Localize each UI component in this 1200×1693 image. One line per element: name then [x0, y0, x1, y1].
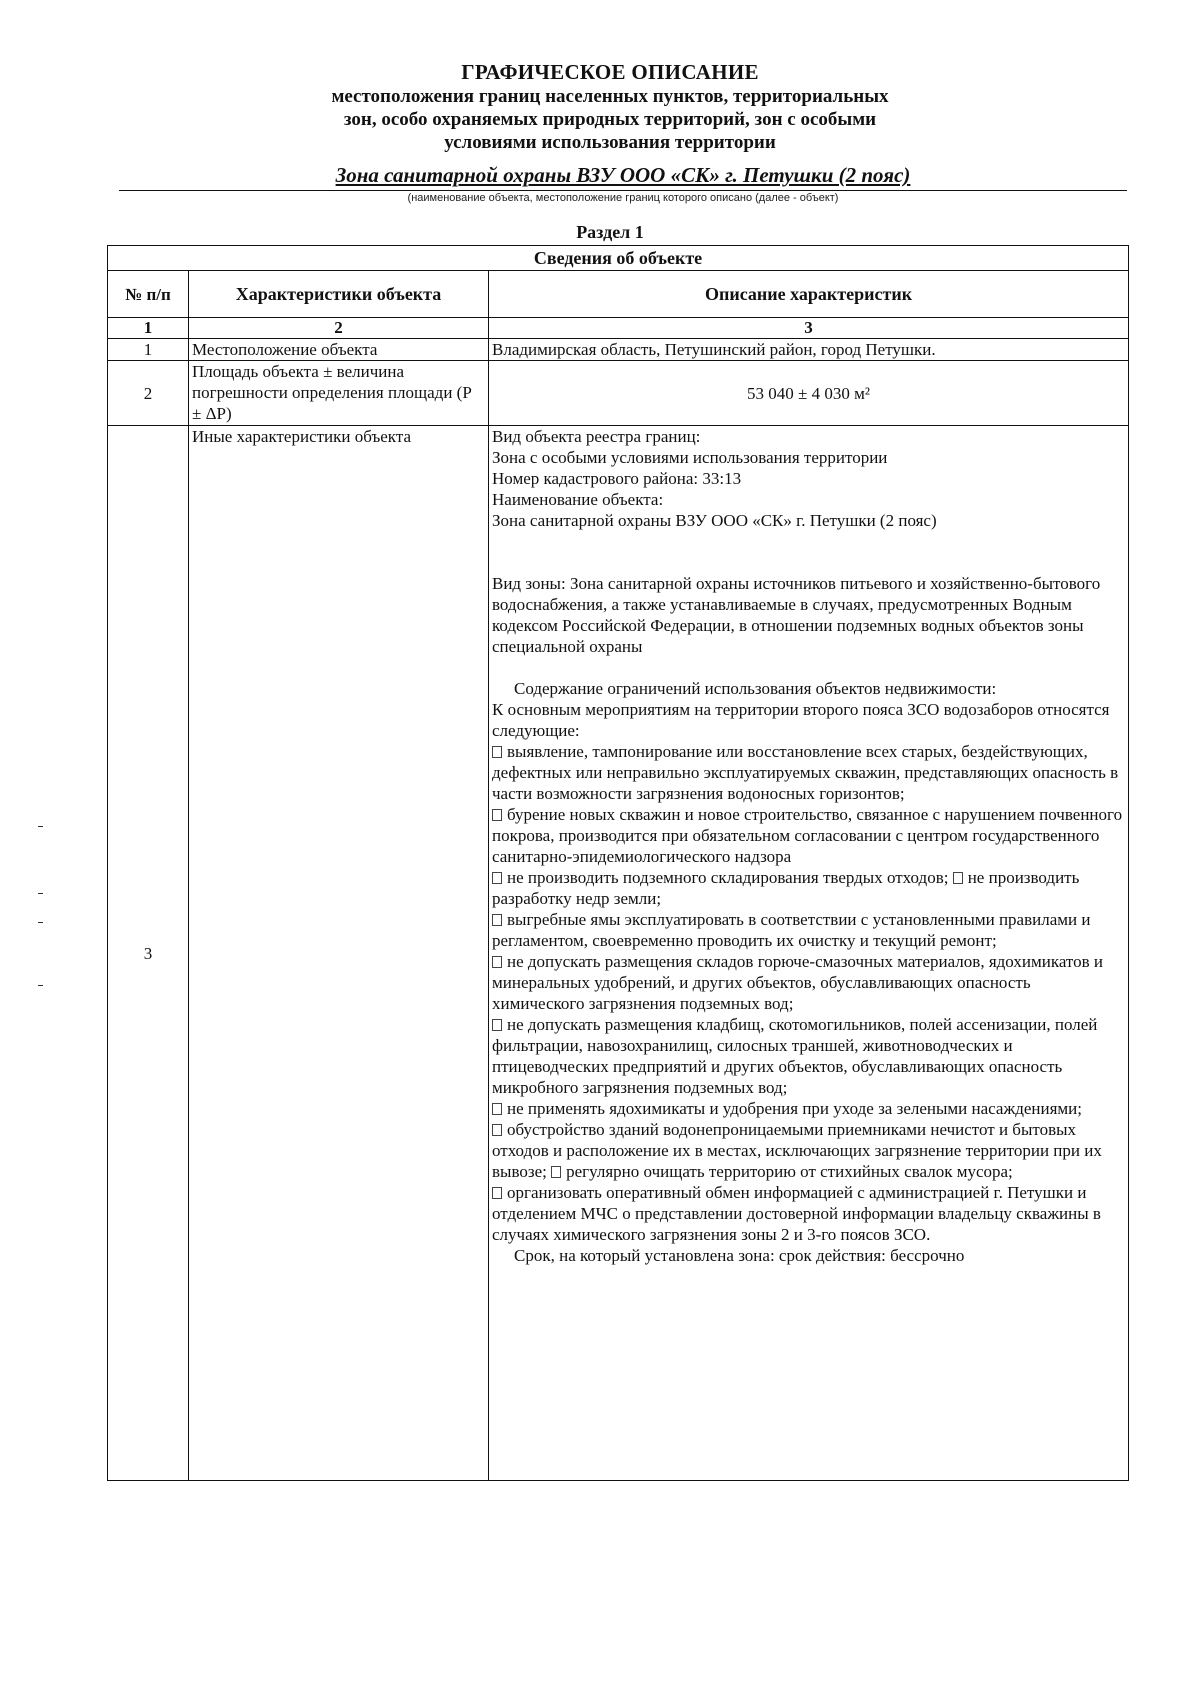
zone-type: Вид зоны: Зона санитарной охраны источников питьевого и хозяйственно-бытового водоснабжения, а также устанавливаемые в случаях, предусмотренных Водным кодексом Российской Федерации, в отношении подземных водных объектов зоны специальной охраны [492, 574, 1101, 656]
scan-margin-mark [38, 893, 43, 894]
row-3-value [489, 426, 1129, 1481]
object-name: Зона санитарной охраны ВЗУ ООО «СК» г. Петушки (2 пояс) [335, 163, 911, 187]
cadastral-number: Номер кадастрового района: 33:13 [492, 469, 742, 488]
restrictions-title: Содержание ограничений использования объектов недвижимости: [514, 679, 997, 698]
list-item-text: не допускать размещения складов горюче-смазочных материалов, ядохимикатов и минеральных удобрений, и других объектов, обуславливающих опасность химического загрязнения подземных вод; [492, 952, 1104, 1013]
object-name-underline [119, 190, 1127, 191]
reg-type-label: Вид объекта реестра границ: [492, 427, 701, 446]
header-num: № п/п [108, 271, 189, 318]
list-item-text: бурение новых скважин и новое строительство, связанное с нарушением почвенного покрова, производится при обязательном согласовании с центром государственного санитарно-эпидемиологического надзора [492, 805, 1123, 866]
list-item-text: не производить разработку недр земли; [492, 868, 1080, 908]
document-title: ГРАФИЧЕСКОЕ ОПИСАНИЕ [461, 60, 759, 84]
restrictions-intro: К основным мероприятиям на территории второго пояса ЗСО водозаборов относятся следующие: [492, 700, 1110, 740]
header-characteristic: Характеристики объекта [189, 271, 489, 318]
list-item [492, 909, 1125, 951]
section-title: Раздел 1 [576, 222, 644, 242]
column-number-3: 3 [489, 318, 1129, 339]
checkbox-bullet-icon [953, 872, 963, 884]
scan-margin-mark [38, 826, 43, 827]
list-item-text: организовать оперативный обмен информацией с администрацией г. Петушки и отделением МЧС о представлении достоверной информации владельцу скважины в случаях химического загрязнения зоны 2 и 3-го поясов ЗСО. [492, 1183, 1101, 1244]
table-caption-row [108, 246, 1129, 271]
list-item [492, 1098, 1125, 1119]
list-item-text: не допускать размещения кладбищ, скотомогильников, полей ассенизации, полей фильтрации, навозохранилищ, силосных траншей, животноводческих и птицеводческих предприятий и других объектов, обуславливающих опасность микробного загрязнения подземных вод; [492, 1015, 1098, 1097]
column-number-2: 2 [189, 318, 489, 339]
object-info-table [107, 245, 1129, 1481]
checkbox-bullet-icon [492, 1103, 502, 1115]
column-number-row [108, 318, 1129, 339]
table-row [108, 361, 1129, 426]
list-item [492, 1119, 1125, 1182]
checkbox-bullet-icon [492, 956, 502, 968]
document-subtitle-line-2: зон, особо охраняемых природных территорий, зон с особыми [343, 109, 877, 130]
list-item [492, 741, 1125, 804]
checkbox-bullet-icon [492, 1124, 502, 1136]
row-1-num: 1 [108, 339, 189, 361]
scan-margin-mark [38, 985, 43, 986]
table-row [108, 426, 1129, 1481]
list-item-text: не производить подземного складирования твердых отходов; [507, 868, 949, 887]
list-item-text: обустройство зданий водонепроницаемыми приемниками нечистот и бытовых отходов и расположение их в местах, исключающих загрязнение территории при их вывозе; [492, 1120, 1102, 1181]
zone-term: Срок, на который установлена зона: срок действия: бессрочно [514, 1246, 965, 1265]
document-subtitle-line-1: местоположения границ населенных пунктов, территориальных [331, 86, 889, 107]
list-item [492, 1014, 1125, 1098]
row-3-num: 3 [108, 426, 189, 1481]
checkbox-bullet-icon [492, 1187, 502, 1199]
object-name-label: Наименование объекта: [492, 490, 664, 509]
checkbox-bullet-icon [492, 914, 502, 926]
row-1-characteristic: Местоположение объекта [189, 339, 489, 361]
object-caption: (наименование объекта, местоположение границ которого описано (далее - объект) [407, 192, 839, 204]
table-header-row [108, 271, 1129, 318]
row-3-characteristic: Иные характеристики объекта [189, 426, 489, 1481]
list-item-text: регулярно очищать территорию от стихийных свалок мусора; [566, 1162, 1013, 1181]
checkbox-bullet-icon [492, 809, 502, 821]
table-caption: Сведения об объекте [108, 246, 1129, 271]
blank-space [492, 657, 1125, 678]
column-number-1: 1 [108, 318, 189, 339]
list-item-text: выгребные ямы эксплуатировать в соответствии с установленными правилами и регламентом, своевременно проводить их очистку и текущий ремонт; [492, 910, 1091, 950]
document-subtitle-line-3: условиями использования территории [444, 132, 776, 153]
checkbox-bullet-icon [492, 872, 502, 884]
header-description: Описание характеристик [489, 271, 1129, 318]
row-2-characteristic: Площадь объекта ± величина погрешности определения площади (Р ± ΔР) [189, 361, 489, 426]
list-item [492, 1182, 1125, 1245]
row-2-value: 53 040 ± 4 030 м² [489, 361, 1129, 426]
checkbox-bullet-icon [551, 1166, 561, 1178]
list-item-text: выявление, тампонирование или восстановление всех старых, бездействующих, дефектных или неправильно эксплуатируемых скважин, представляющих опасность в части возможности загрязнения водоносных горизонтов; [492, 742, 1119, 803]
table-row [108, 339, 1129, 361]
list-item-text: не применять ядохимикаты и удобрения при уходе за зелеными насаждениями; [507, 1099, 1082, 1118]
list-item [492, 951, 1125, 1014]
checkbox-bullet-icon [492, 746, 502, 758]
list-item [492, 867, 1125, 909]
document-header [0, 60, 1200, 154]
row-1-value: Владимирская область, Петушинский район, город Петушки. [489, 339, 1129, 361]
reg-type-value: Зона с особыми условиями использования территории [492, 448, 888, 467]
checkbox-bullet-icon [492, 1019, 502, 1031]
object-name-value: Зона санитарной охраны ВЗУ ООО «СК» г. Петушки (2 пояс) [492, 511, 937, 530]
scan-margin-mark [38, 922, 43, 923]
row-2-num: 2 [108, 361, 189, 426]
list-item [492, 804, 1125, 867]
blank-space [492, 531, 1125, 573]
